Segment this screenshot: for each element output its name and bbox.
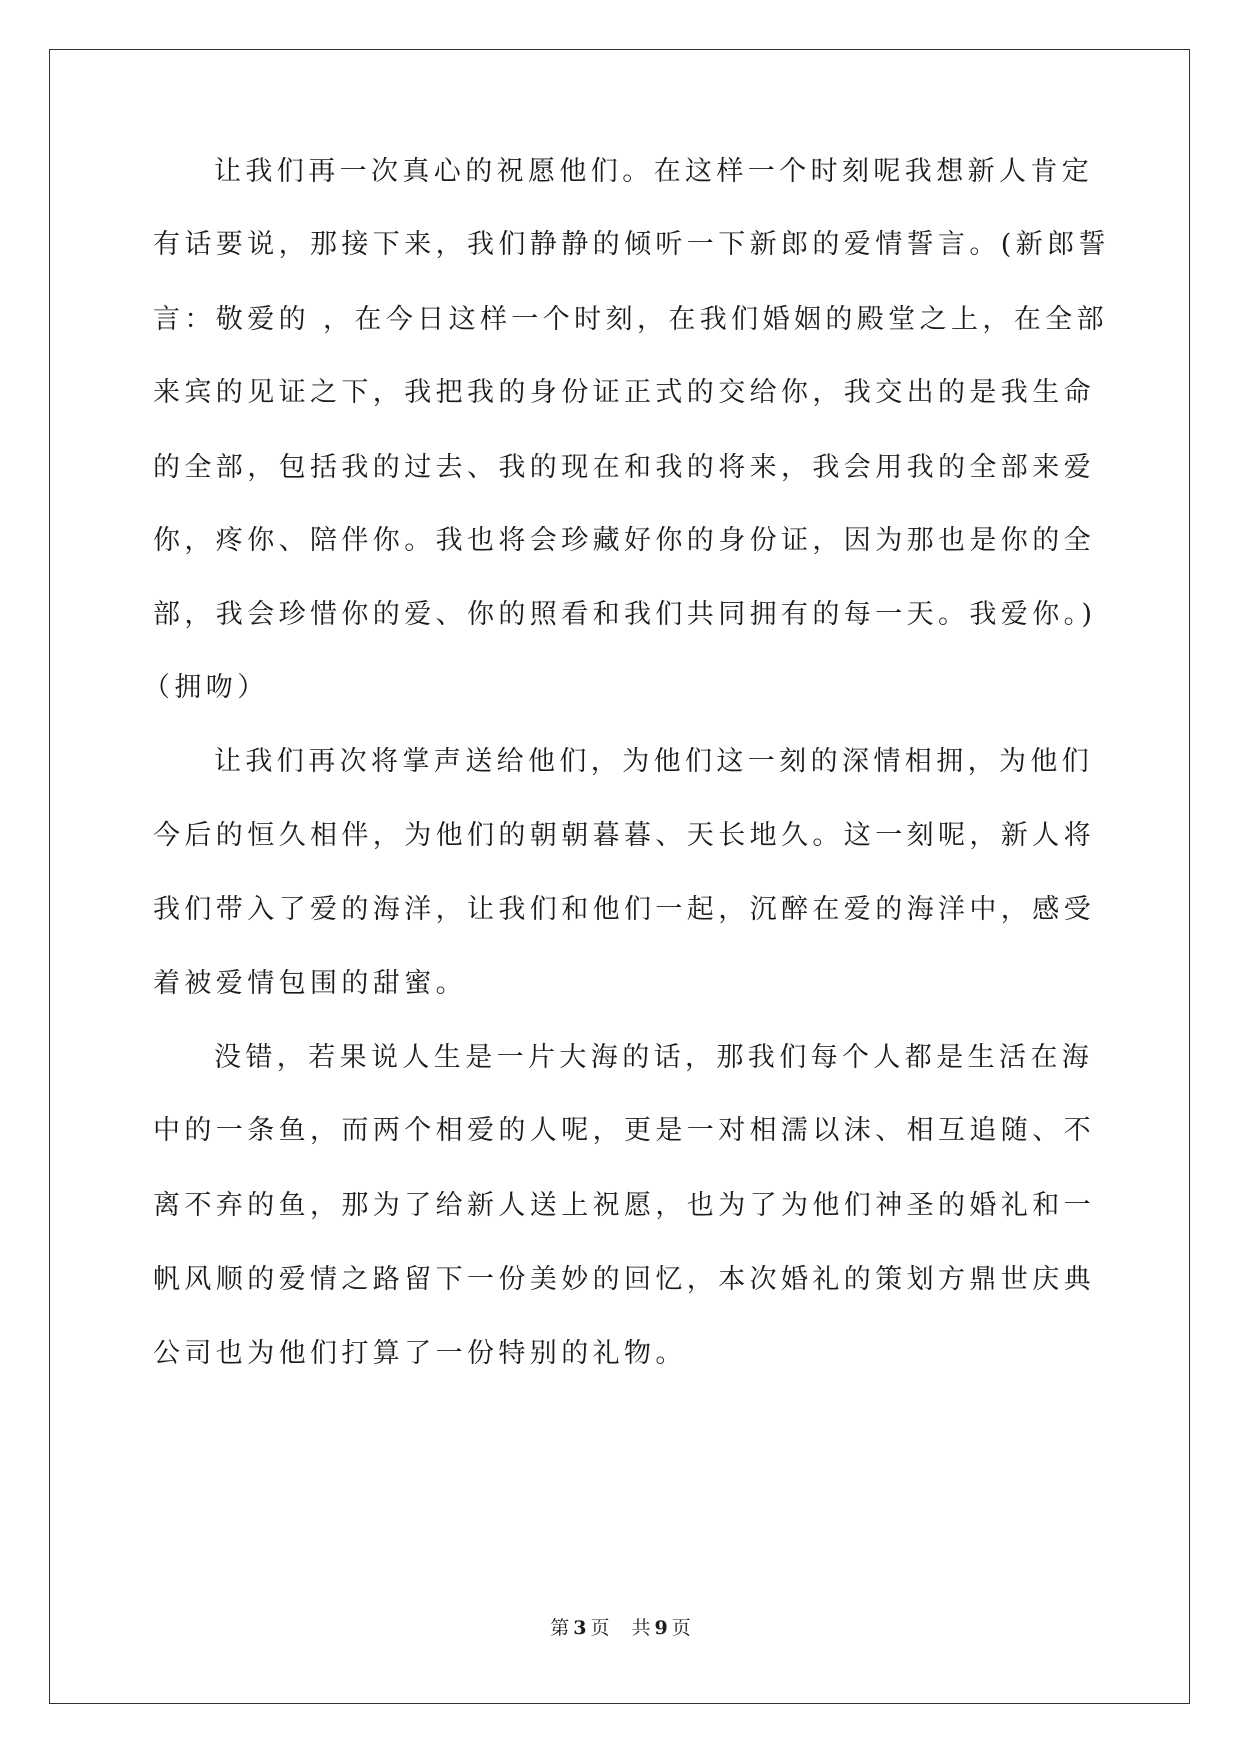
text-line-14: 中的一条鱼，而两个相爱的人呢，更是一对相濡以沫、相互追随、不 (153, 1115, 1095, 1146)
text-line-11: 我们带入了爱的海洋，让我们和他们一起，沉醉在爱的海洋中，感受 (153, 894, 1095, 925)
total-suffix: 页 (671, 1617, 691, 1639)
total-pages: 9 (654, 1617, 668, 1639)
text-line-1: 让我们再一次真心的祝愿他们。在这样一个时刻呢我想新人肯定 (214, 156, 1094, 187)
total-prefix: 共 (631, 1617, 651, 1639)
text-line-5: 的全部，包括我的过去、我的现在和我的将来，我会用我的全部来爱 (153, 452, 1095, 483)
text-line-2: 有话要说，那接下来，我们静静的倾听一下新郎的爱情誓言。(新郎誓 (153, 229, 1110, 260)
text-line-10: 今后的恒久相伴，为他们的朝朝暮暮、天长地久。这一刻呢，新人将 (153, 820, 1095, 851)
page-footer (0, 1616, 1241, 1640)
page-number: 3 (573, 1617, 587, 1639)
text-line-17: 公司也为他们打算了一份特别的礼物。 (153, 1338, 687, 1369)
text-line-3: 言：敬爱的 ，在今日这样一个时刻，在我们婚姻的殿堂之上，在全部 (153, 304, 1108, 335)
text-line-12: 着被爱情包围的甜蜜。 (153, 968, 467, 999)
text-line-16: 帆风顺的爱情之路留下一份美妙的回忆，本次婚礼的策划方鼎世庆典 (153, 1264, 1095, 1295)
text-line-9: 让我们再次将掌声送给他们，为他们这一刻的深情相拥，为他们 (214, 746, 1094, 777)
text-line-8: （拥吻） (143, 672, 269, 703)
text-line-13: 没错，若果说人生是一片大海的话，那我们每个人都是生活在海 (214, 1042, 1094, 1073)
text-line-7: 部，我会珍惜你的爱、你的照看和我们共同拥有的每一天。我爱你。) (153, 599, 1097, 630)
text-line-15: 离不弃的鱼，那为了给新人送上祝愿，也为了为他们神圣的婚礼和一 (153, 1190, 1095, 1221)
page-suffix: 页 (590, 1617, 610, 1639)
text-line-4: 来宾的见证之下，我把我的身份证正式的交给你，我交出的是我生命 (153, 377, 1095, 408)
page-prefix: 第 (550, 1617, 570, 1639)
text-line-6: 你，疼你、陪伴你。我也将会珍藏好你的身份证，因为那也是你的全 (153, 525, 1095, 556)
page-border (49, 49, 1190, 1704)
